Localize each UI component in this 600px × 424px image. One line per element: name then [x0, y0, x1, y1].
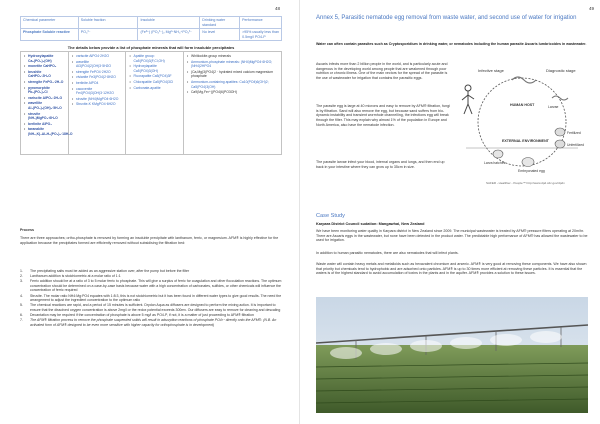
- diagram-label: Embryonated egg: [518, 169, 545, 173]
- case-paragraph-2: In addition to human parasitic nematodes, there are also nematodes that will infect plants.: [316, 251, 459, 255]
- list-item: • Hydroxylapatite Ca5(PO4)3(OH): [129, 64, 179, 73]
- table-header-cell: Chemical parameter: [21, 17, 79, 29]
- list-item: • Chlorapatite Ca5(PO4)3Cl: [129, 80, 179, 85]
- minerals-caption: The details below provide a list of phosphate minerals that will form insoluble precipitates: [67, 45, 235, 50]
- table-cell: Phosphate Soluble reactive: [21, 29, 79, 41]
- list-item: 5. The chemical reactions are rapid, and a period of 15 minutes is sufficient. Drydon Aqua as diffusers are designed to perform the mixing action. It is important to ensure that the dissolved oxygen concentration is above 2mg/l or the redox potential exceeds 300mv. Our diffusers are easy to remove for cleaning and descaling: [20, 303, 281, 312]
- list-item: • cacoxenite Fe4(PO4)3(OH)3·12H2O: [72, 87, 122, 96]
- table-header-cell: Insoluble: [138, 17, 200, 29]
- annex-paragraph-3: The parasite larvae infect your blood, internal organs and lungs, and then end up back in your intestine where they can grow up to 35cm in size.: [316, 160, 445, 169]
- list-item: • struvite (NH4)MgPO4·6H2O: [72, 97, 122, 102]
- annex-paragraph-2: The parasite egg is large at 40 microns and easy to remove by AFM® filtration, fungi is by filtration. Sand will also remove the egg, but because sand suffers from bio-dynamic instability and transient wormhole channelling, the infections egg will break through the filter. This may explain why almost 1% of the population in Europe and North America, also have the nematode infection.: [316, 104, 450, 127]
- list-item: 4. Struvite. The molar ratio NH4:Mg:PO4 equates with 1:8:3, this is not stoichiometric but it has been found in different water types to give good results. The need the arrangement to adjust the ingredient concentration to the optimum ratio: [20, 293, 282, 303]
- list-item: 2. Lanthanum addition is stoichiometric at a molar ratio of 1:1: [20, 274, 121, 279]
- process-steps: [20, 269, 282, 328]
- list-item: • brushite CaHPO₄·2H₂O: [24, 70, 65, 79]
- minerals-column-3: [126, 52, 183, 154]
- table-header-cell: Performance: [240, 17, 282, 29]
- table-cell: No level: [200, 29, 240, 41]
- list-item: • Hydroxylapatite Ca₅(PO₄)₃(OH): [24, 54, 65, 63]
- list-item: • strengite FePO₄·2H₂O: [24, 80, 65, 85]
- irrigation-photo: [316, 297, 588, 413]
- list-item: • Struvite-K KMgPO4·6H2O: [72, 102, 122, 107]
- list-item: • Ca9(Mg,Fe²⁺)(PO4)6(PO3OH): [187, 90, 278, 95]
- table-header-cell: Drinking water standard: [200, 17, 240, 29]
- list-item: • berlinite AlPO4: [72, 81, 122, 86]
- diagram-label: Fertilized: [567, 131, 581, 135]
- phosphate-table: [20, 16, 282, 41]
- list-item: • strengite FePO4·2H2O: [72, 70, 122, 75]
- annex-paragraph-1: Ascaris infects more than 2 billion people in the world, and is particularly acute and dangerous in the developing world among people that are weakened through poor nutrition or chronic illness. One of the main vectors for the spread of the parasite is the use of wastewater for irrigation that contains the parasitic eggs.: [316, 62, 448, 81]
- larva-hatching-icon: [493, 150, 503, 158]
- list-item: • variscite AlPO4·2H2O: [72, 54, 122, 59]
- diagram-label: Larvae: [548, 105, 559, 109]
- list-item: 3. Ferric addition should be at a ratio of 3 to 5 molar ferric to phosphate. This will give a surplus of ferric for coagulation and other flocculation reactions. The optimum concentration should be determined on a case-by-case basis because water with a high concentration of carbonates, sulfides, or other chemicals will influence the concentration of ferric required: [20, 279, 282, 293]
- list-item: • struvite (NH₄)MgPO₄·6H₂O: [24, 112, 65, 121]
- list-item: • variscite AlPO₄·2H₂O: [24, 96, 65, 101]
- table-cell: >95% usually less than 0.5mg/l PO4-P: [240, 29, 282, 41]
- right-page: [300, 0, 600, 424]
- case-paragraph-3: Waste water will contain heavy metals and metalloids such as hexavalent chromium and arsenic. AFM® is very good at removing these components. We have also shown that priority but chemicals tend to hydrophobic and are adsorbed onto particles. AFM® is up to 30 times more efficient at removing these particles. It is essential that the waters is of the highest standard to avoid accumulation of toxins in the plants and in the aquifer. AFM® provides a solution to these issues.: [316, 262, 587, 276]
- list-item: • Ammonium-containing apatites: Ca10(PO4)6(OH)2; Ca5(PO4)3(OH): [187, 80, 278, 89]
- diagram-label: Unfertilized: [567, 143, 584, 147]
- table-cell: PO₄³⁻: [78, 29, 138, 41]
- diagram-label: Diagnostic stage: [546, 68, 576, 73]
- case-paragraph-1: We have been monitoring water quality in Karpara district in New Zealand since 2009. The municipal wastewater is treated by AFM® pressure filters operating at 20m/hr. There are Ascaris eggs in the wastewater, but none have been detected in the product water. The predictable high performance of AFM® has allowed the wastewater to be used for irrigation.: [316, 229, 588, 243]
- process-intro: There are three approaches; ortho-phosphate is removed by forming an insoluble precipitate with lanthanum, ferric, or magnesium. AFM® is highly effective for the application because the precipitates formed are efficiently removed without subsidising the filtration bed:: [20, 236, 279, 245]
- diagram-label: EXTERNAL ENVIRONMENT: [502, 139, 549, 143]
- minerals-column-4: [184, 52, 281, 154]
- list-item: • Carbonate-apatite: [129, 86, 179, 91]
- list-item: • Whitlockite-group minerals: [187, 54, 278, 59]
- case-study-heading: Case Study: [316, 213, 345, 219]
- list-item: • vivianite Fe3(PO4)2·8H2O: [72, 75, 122, 80]
- list-item: • monetite CaHPO₄: [24, 64, 65, 69]
- diagram-label: Infective stage: [478, 68, 504, 73]
- list-item: • pyromorphite Pb₅(PO₄)₃Cl: [24, 86, 65, 95]
- human-figure-icon: [462, 85, 474, 114]
- list-item: 7. The AFM® filtration process to remove the phosphate suspended solids will result in adsorption reactions of phosphate PO4³⁻ directly onto the AFM®. (N.B. An activated form of AFM® designed to be even more sensitive with higher capacity for orthophosphate is in development): [20, 318, 277, 327]
- minerals-column-1: [21, 52, 73, 154]
- left-page-number: 48: [275, 6, 281, 11]
- table-header-row: [21, 17, 282, 29]
- list-item: • Apatite group: Ca5(PO4)3(F,Cl,OH): [129, 54, 179, 63]
- case-study-subheading: Karpara District Council sudation: Mangawhai, New Zealand: [316, 222, 425, 226]
- annex-subtitle: Water can often contain parasites such as Cryptosporidium in drinking water, or nematodes including the human parasite Ascaris lumbricoides in wastewater.: [316, 42, 587, 46]
- ascaris-lifecycle-diagram: [456, 62, 588, 188]
- minerals-column-2: [69, 52, 126, 154]
- adult-worm-icon: [512, 77, 536, 83]
- list-item: • Fluorapatite Ca5(PO4)3F: [129, 74, 179, 79]
- right-page-number: 49: [589, 6, 595, 11]
- list-item: 1. The precipitating salts must be added as an aggressive station over, after the pump but before the filter: [20, 269, 190, 273]
- table-header-cell: Soluble fraction: [78, 17, 138, 29]
- diagram-credit: SAFER - Healthier - People™ http://www.dpd.cdc.gov/dpdx: [486, 181, 565, 185]
- diagram-label: Larva hatches: [484, 161, 506, 165]
- diagram-label: HUMAN HOST: [510, 103, 535, 107]
- table-cell: (Fe³⁺) (PO₄³⁻)₂ Mg²⁺NH₄⁺PO₄³⁻: [138, 29, 200, 41]
- list-item: • taranakite (NH₄,K)₃Al₅H₆(PO₄)₈·18H₂O: [24, 127, 65, 136]
- list-item: • wavellite Al₃(PO₄)₂(OH)₃·5H₂O: [24, 101, 65, 110]
- list-item: • wavellite Al3(PO4)2(OH)3·5H2O: [72, 60, 122, 69]
- unfertilized-egg-icon: [555, 140, 565, 148]
- list-item: 6. Decantation may be required if the concentration of phosphate is above 5 mg/l as PO4-P, if not, it is a matter of just proceeding to AFM® filtration: [20, 312, 254, 317]
- lifecycle-circle: [478, 78, 566, 166]
- list-item: • Ammonium-phosphate minerals: (NH4)MgPO4·6H2O; (NH4)2HPO4: [187, 60, 278, 69]
- fertilized-egg-icon: [555, 128, 565, 136]
- minerals-table: [20, 51, 282, 155]
- embryonated-egg-icon: [522, 158, 534, 167]
- list-item: • (Ca,Mg)3(PO4)2 · hydrated mixed calcium magnesium phosphate: [187, 70, 278, 79]
- process-heading: Process: [20, 228, 34, 232]
- annex-title: Annex 5, Parasitic nematode egg removal from waste water, and second use of water for irrigation: [316, 15, 577, 21]
- table-row: [21, 29, 282, 41]
- list-item: • berlinite AlPO₄: [24, 122, 65, 127]
